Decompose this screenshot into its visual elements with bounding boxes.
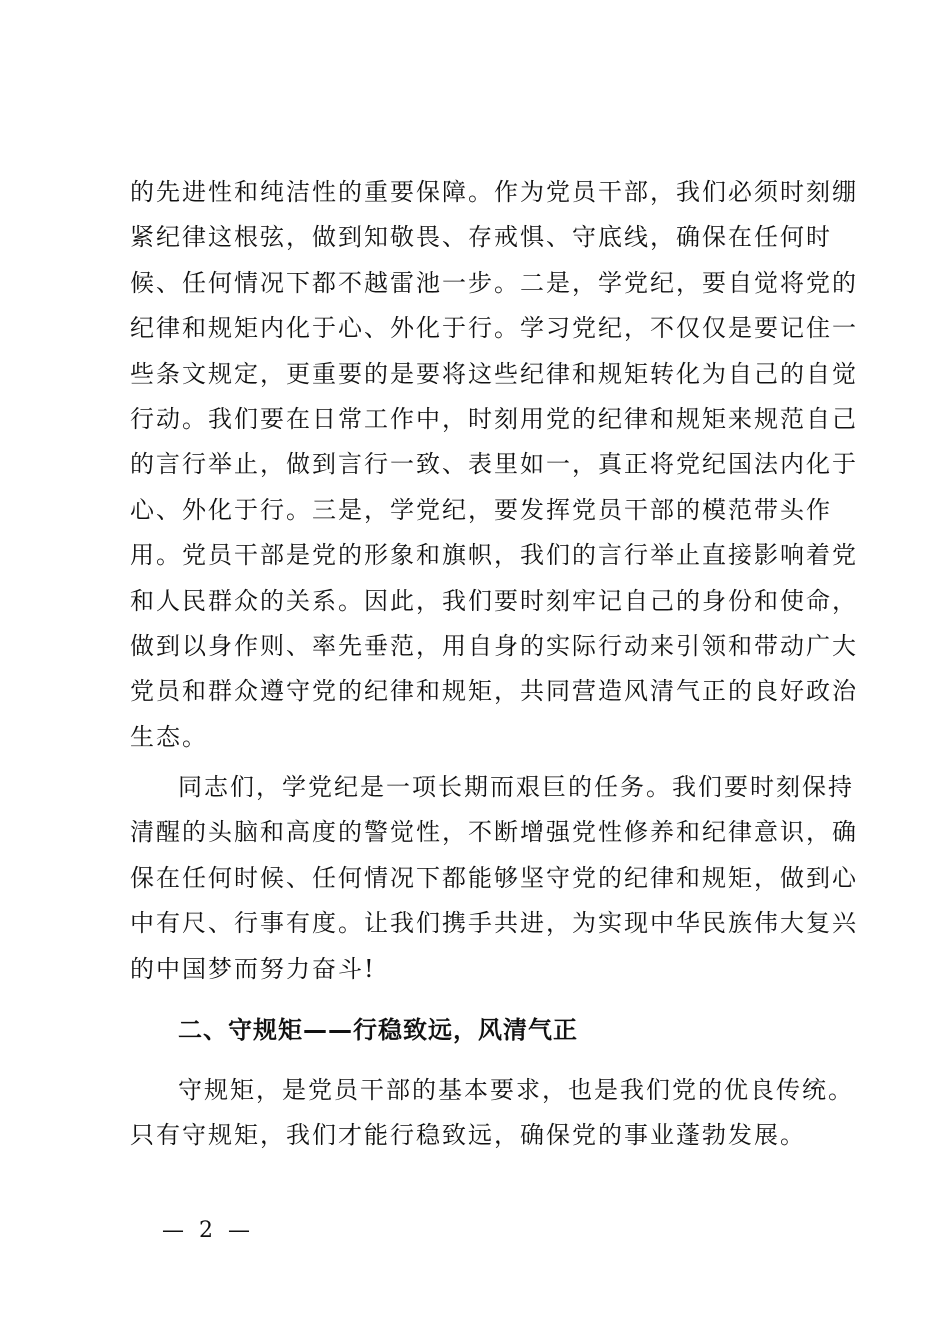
text-line: 的言行举止，做到言行一致、表里如一，真正将党纪国法内化于 — [130, 450, 858, 479]
text-line: 生态。 — [130, 722, 208, 751]
text-line: 和人民群众的关系。因此，我们要时刻牢记自己的身份和使命， — [130, 586, 858, 615]
text-line: 纪律和规矩内化于心、外化于行。学习党纪，不仅仅是要记住一 — [130, 314, 858, 343]
text-line: 做到以身作则、率先垂范，用自身的实际行动来引领和带动广大 — [130, 632, 858, 661]
text-line: 同志们，学党纪是一项长期而艰巨的任务。我们要时刻保持 — [178, 773, 854, 801]
text-line: 行动。我们要在日常工作中，时刻用党的纪律和规矩来规范自己 — [130, 405, 858, 434]
text-line: 守规矩，是党员干部的基本要求，也是我们党的优良传统。 — [178, 1076, 854, 1104]
text-line: 保在任何时候、任何情况下都能够坚守党的纪律和规矩，做到心 — [130, 863, 858, 892]
text-line: 用。党员干部是党的形象和旗帜，我们的言行举止直接影响着党 — [130, 541, 858, 570]
paragraph-3 — [130, 1068, 854, 1159]
text-line: 清醒的头脑和高度的警觉性，不断增强党性修养和纪律意识，确 — [130, 818, 858, 847]
text-line: 候、任何情况下都不越雷池一步。二是，学党纪，要自觉将党的 — [130, 268, 858, 297]
text-line: 中有尺、行事有度。让我们携手共进，为实现中华民族伟大复兴 — [130, 909, 858, 938]
text-line: 紧纪律这根弦，做到知敬畏、存戒惧、守底线，确保在任何时 — [130, 223, 832, 252]
paragraph-1 — [130, 170, 858, 760]
text-line: 的中国梦而努力奋斗! — [130, 954, 376, 983]
text-line: 的先进性和纯洁性的重要保障。作为党员干部，我们必须时刻绷 — [130, 178, 858, 206]
paragraph-2 — [130, 765, 858, 992]
text-line: 些条文规定，更重要的是要将这些纪律和规矩转化为自己的自觉 — [130, 359, 858, 388]
section-heading: 二、守规矩——行稳致远，风清气正 — [178, 1016, 578, 1044]
text-line: 心、外化于行。三是，学党纪，要发挥党员干部的模范带头作 — [130, 495, 832, 524]
text-line: 党员和群众遵守党的纪律和规矩，共同营造风清气正的良好政治 — [130, 677, 858, 706]
text-line: 只有守规矩，我们才能行稳致远，确保党的事业蓬勃发展。 — [130, 1121, 806, 1150]
page-number: — 2 — — [162, 1218, 254, 1243]
